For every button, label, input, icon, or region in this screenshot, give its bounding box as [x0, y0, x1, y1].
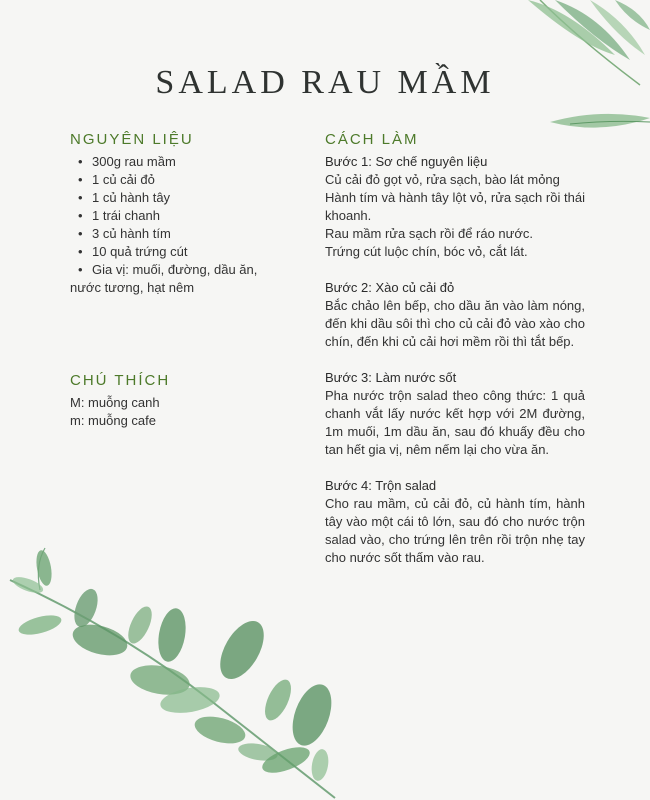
step-4 [325, 477, 585, 567]
ingredients-heading: NGUYÊN LIỆU [70, 131, 194, 148]
step-text-line: Cho rau mầm, củ cải đỏ, củ hành tím, hành tây vào một cái tô lớn, sau đó cho nước trộn salad vào, cho trứng lên trên rồi trộn nhẹ tay cho nước sốt thấm vào rau. [325, 496, 585, 565]
note-line: m: muỗng cafe [70, 413, 156, 428]
ingredients-section [70, 131, 310, 297]
ingredient-item: • 1 củ cải đỏ [78, 172, 155, 187]
step-text-line: Bắc chảo lên bếp, cho dầu ăn vào làm nóng, đến khi dầu sôi thì cho củ cải đỏ vào xào cho chín, đến khi củ cải hơi mềm rồi thì tắt bếp. [325, 298, 585, 349]
notes-section [70, 372, 290, 430]
ingredient-item: • 1 trái chanh [78, 208, 160, 223]
step-text-line: Trứng cút luộc chín, bóc vỏ, cắt lát. [325, 244, 528, 259]
ingredient-item: • 3 củ hành tím [78, 226, 171, 241]
note-line: M: muỗng canh [70, 395, 160, 410]
bottom-leaves-decoration [0, 540, 345, 800]
step-text-line: Hành tím và hành tây lột vỏ, rửa sạch rồi thái khoanh. [325, 190, 585, 223]
step-3 [325, 369, 585, 459]
method-section [325, 131, 585, 585]
method-heading: CÁCH LÀM [325, 131, 419, 148]
step-1 [325, 153, 585, 261]
step-text-line: Pha nước trộn salad theo công thức: 1 quả chanh vắt lấy nước kết hợp với 2M đường, 1m muối, 1m dầu ăn, sau đó khuấy đều cho tan hết gia vị, nêm nếm lại cho vừa ăn. [325, 388, 585, 457]
ingredient-item: • 300g rau mầm [78, 154, 176, 169]
page-title: SALAD RAU MẦM [155, 64, 495, 101]
step-title: Bước 3: Làm nước sốt [325, 370, 457, 385]
step-2 [325, 279, 585, 351]
step-text-line: Củ cải đỏ gọt vỏ, rửa sạch, bào lát mỏng [325, 172, 560, 187]
step-title: Bước 4: Trộn salad [325, 478, 437, 493]
notes-heading: CHÚ THÍCH [70, 372, 171, 389]
ingredient-item-seasoning: • Gia vị: muối, đường, dầu ăn, nước tương, hạt nêm [70, 262, 258, 295]
ingredient-item: • 10 quả trứng cút [78, 244, 188, 259]
step-title: Bước 1: Sơ chế nguyên liệu [325, 154, 488, 169]
step-title: Bước 2: Xào củ cải đỏ [325, 280, 455, 295]
step-text-line: Rau mầm rửa sạch rồi để ráo nước. [325, 226, 534, 241]
ingredient-item: • 1 củ hành tây [78, 190, 171, 205]
ingredients-list [70, 153, 310, 297]
